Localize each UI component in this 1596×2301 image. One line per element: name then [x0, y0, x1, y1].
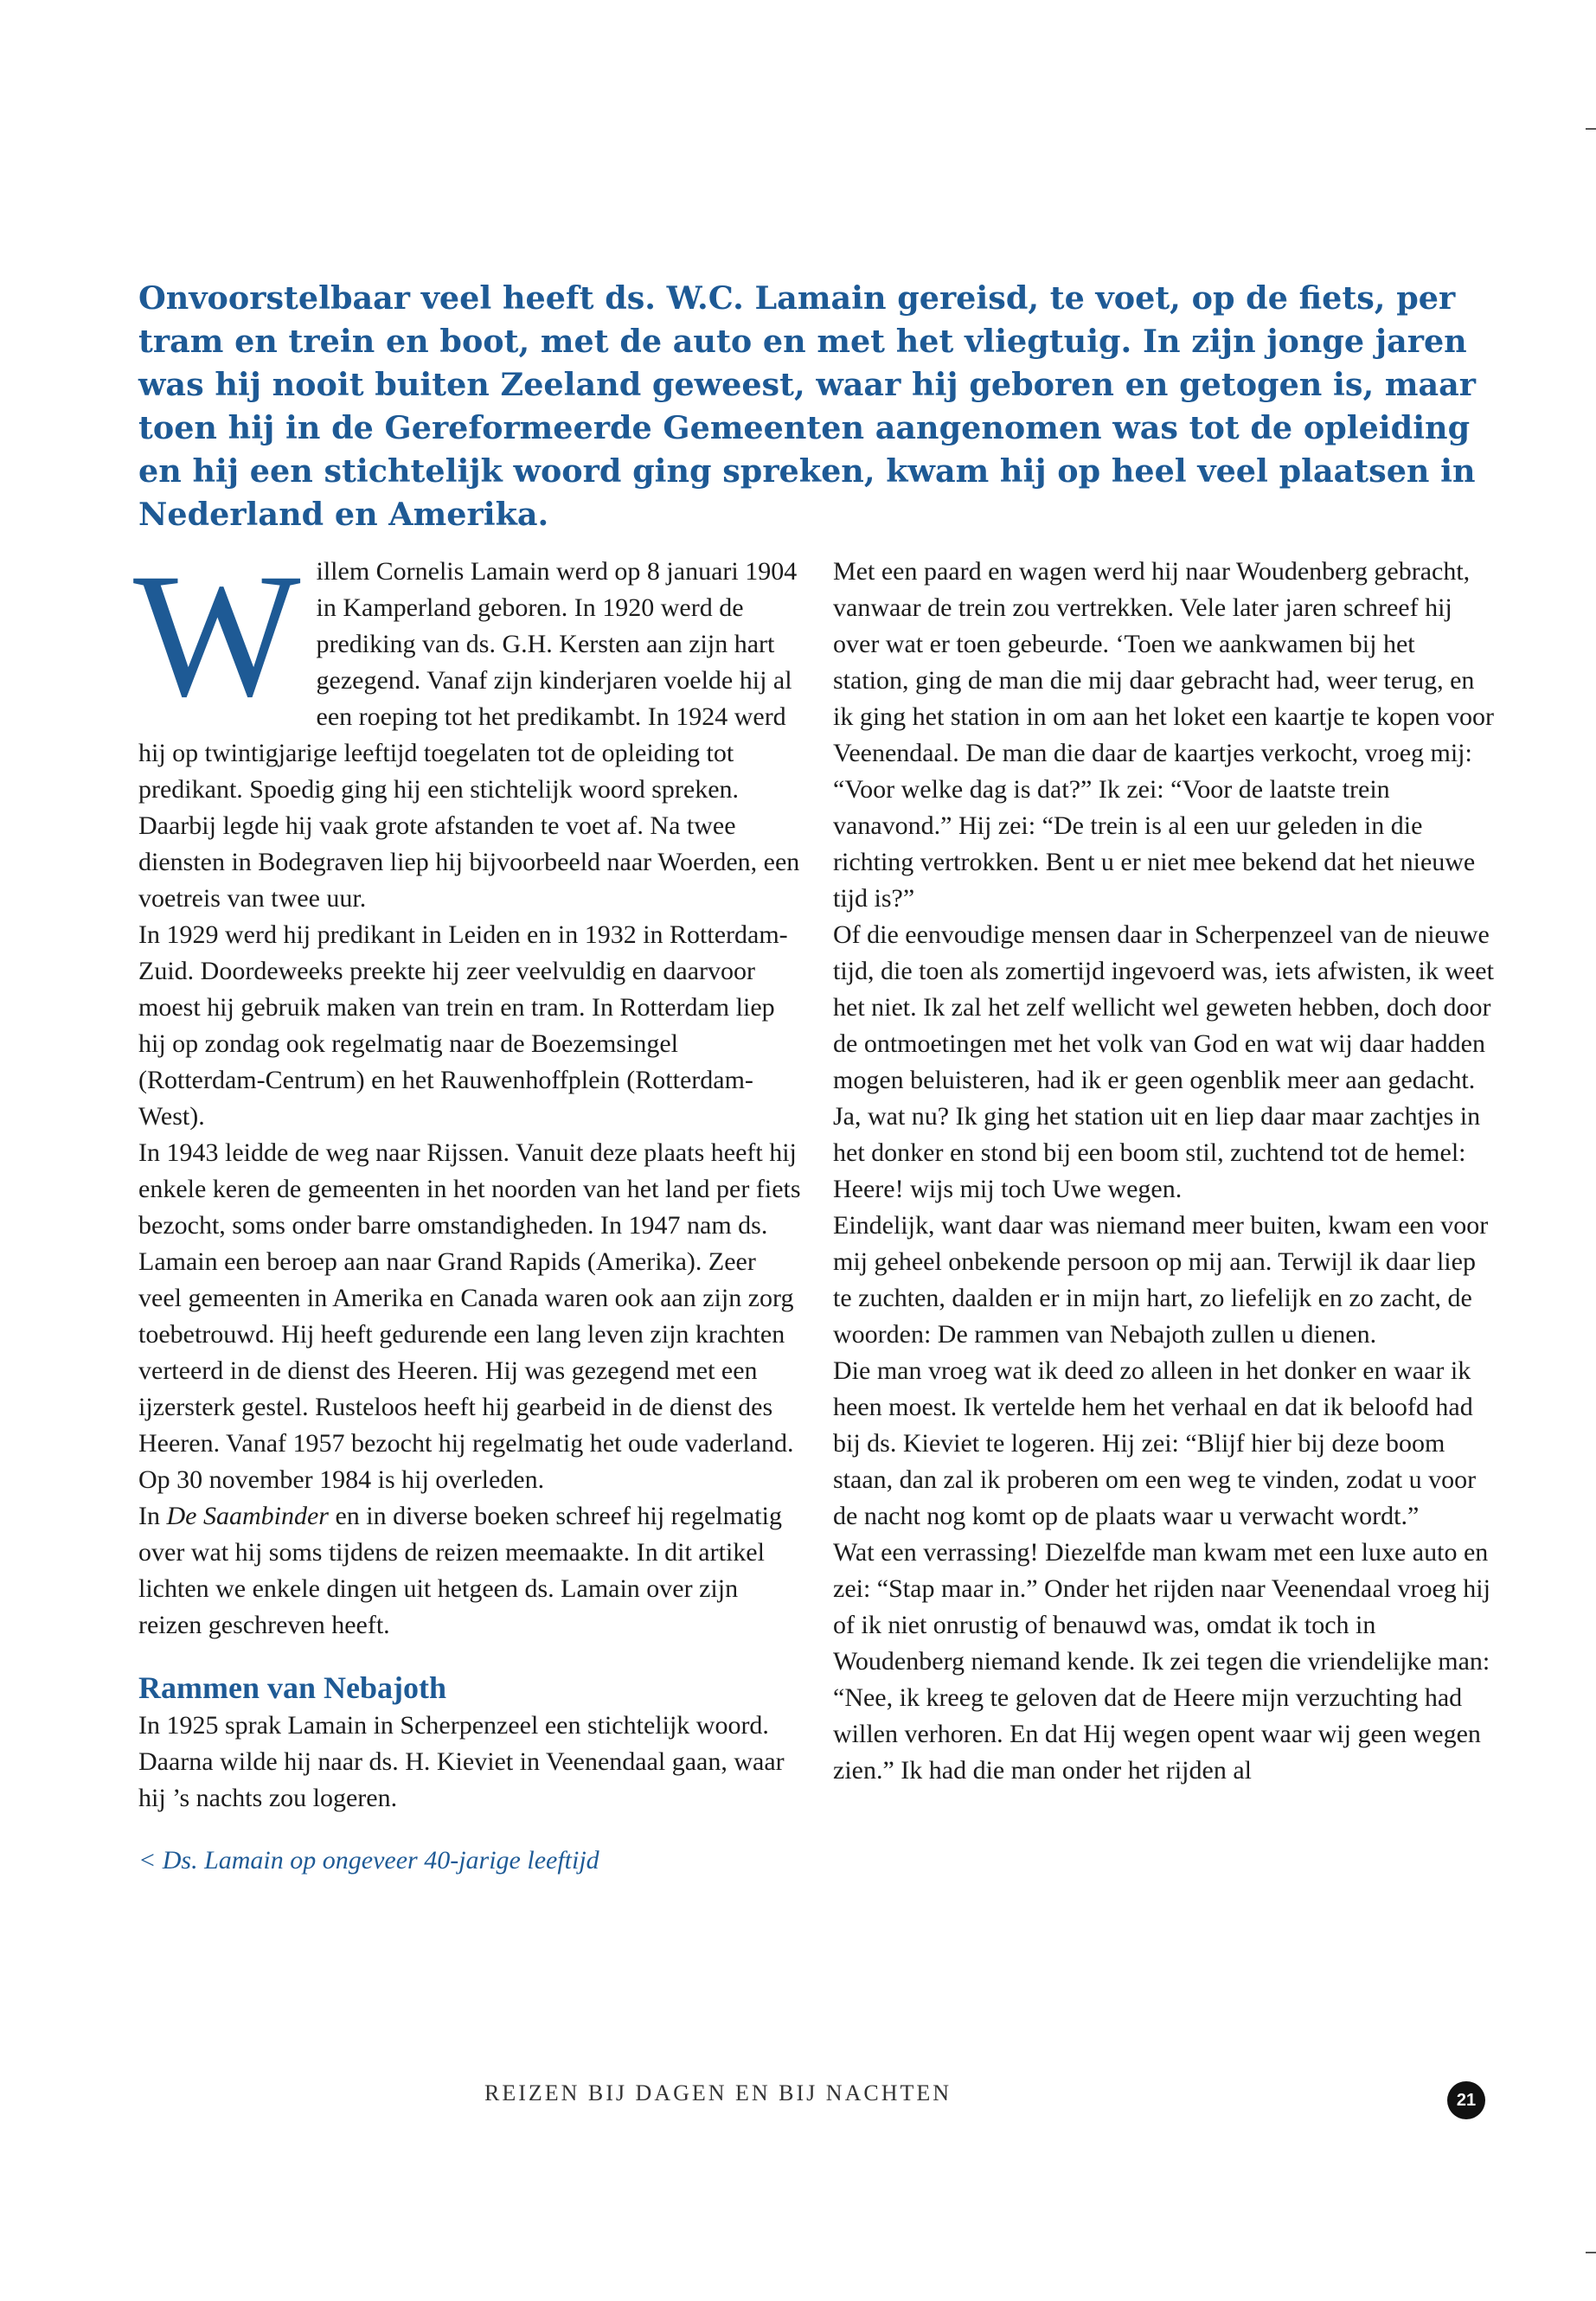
- publication-title: De Saambinder: [166, 1502, 329, 1530]
- body-paragraph: [138, 1498, 804, 1644]
- text-run: In: [138, 1502, 167, 1530]
- body-paragraph: illem Cornelis Lamain werd op 8 januari 1904 in Kamperland geboren. In 1920 werd de prediking van ds. G.H. Kersten aan zijn hart gezegend. Vanaf zijn kinderjaren voelde hij al een roeping tot het predikambt. In 1924 werd hij op twintigjarige leeftijd toegelaten tot de opleiding tot predikant. Spoedig ging hij een stichtelijk woord spreken. Daarbij legde hij vaak grote afstanden te voet af. Na twee diensten in Bodegraven liep hij bijvoorbeeld naar Woerden, een voetreis van twee uur.: [138, 557, 800, 913]
- intro-paragraph: Onvoorstelbaar veel heeft ds. W.C. Lamain gereisd, te voet, op de fiets, per tram en trein en boot, met de auto en met het vliegtuig. In zijn jonge jaren was hij nooit buiten Zeeland geweest, waar hij geboren en getogen is, maar toen hij in de Gereformeerde Gemeenten aangenomen was tot de opleiding en hij een stichtelijk woord ging spreken, kwam hij op heel veel plaatsen in Nederland en Amerika.: [138, 279, 1477, 533]
- drop-cap: W: [133, 537, 301, 734]
- text-run: en in diverse boeken schreef hij regelmatig over wat hij soms tijdens de reizen meemaakte. In dit artikel lichten we enkele dingen uit hetgeen ds. Lamain over zijn reizen geschreven heeft.: [138, 1502, 782, 1639]
- crop-mark-top: [1586, 128, 1596, 130]
- body-paragraph: In 1943 leidde de weg naar Rijssen. Vanuit deze plaats heeft hij enkele keren de gemeenten in het noorden van het land per fiets bezocht, soms onder barre omstandigheden. In 1947 nam ds. Lamain een beroep aan naar Grand Rapids (Amerika). Zeer veel gemeenten in Amerika en Canada waren ook aan zijn zorg toebetrouwd. Hij heeft gedurende een lang leven zijn krachten verteerd in de dienst des Heeren. Hij was gezegend met een ijzersterk gestel. Rusteloos heeft hij gearbeid in de dienst des Heeren. Vanaf 1957 bezocht hij regelmatig het oude vaderland. Op 30 november 1984 is hij overleden.: [138, 1138, 801, 1494]
- running-footer: REIZEN BIJ DAGEN EN BIJ NACHTEN: [484, 2080, 952, 2106]
- photo-caption: < Ds. Lamain op ongeveer 40-jarige leeftijd: [138, 1846, 599, 1875]
- page-number-badge: 21: [1447, 2081, 1485, 2119]
- crop-mark-bottom: [1586, 2252, 1596, 2253]
- left-column: [133, 537, 804, 1879]
- body-paragraph: Die man vroeg wat ik deed zo alleen in het donker en waar ik heen moest. Ik vertelde hem het verhaal en dat ik beloofd had bij ds. Kieviet te logeren. Hij zei: “Blijf hier bij deze boom staan, dan zal ik proberen om een weg te vinden, zodat u voor de nacht nog komt op de plaats waar u verwacht wordt.”: [833, 1356, 1477, 1530]
- body-paragraph: In 1929 werd hij predikant in Leiden en in 1932 in Rotterdam-Zuid. Doordeweeks preekte hij zeer veelvuldig en daarvoor moest hij gebruik maken van trein en tram. In Rotterdam liep hij op zondag ook regelmatig naar de Boezemsingel (Rotterdam-Centrum) en het Rauwenhoffplein (Rotterdam-West).: [138, 920, 788, 1131]
- body-paragraph: In 1925 sprak Lamain in Scherpenzeel een stichtelijk woord. Daarna wilde hij naar ds. H. Kieviet in Veenendaal gaan, waar hij ’s nachts zou logeren.: [138, 1711, 785, 1812]
- right-column: [833, 554, 1494, 1789]
- body-paragraph: Met een paard en wagen werd hij naar Woudenberg gebracht, vanwaar de trein zou vertrekken. Vele later jaren schreef hij over wat er toen gebeurde. ‘Toen we aankwamen bij het station, ging de man die mij daar gebracht had, weer terug, en ik ging het station in om aan het loket een kaartje te kopen voor Veenendaal. De man die daar de kaartjes verkocht, vroeg mij: “Voor welke dag is dat?” Ik zei: “Voor de laatste trein vanavond.” Hij zei: “De trein is al een uur geleden in die richting vertrokken. Bent u er niet mee bekend dat het nieuwe tijd is?”: [833, 557, 1494, 913]
- section-heading: Rammen van Nebajoth: [138, 1670, 446, 1705]
- body-paragraph: Wat een verrassing! Diezelfde man kwam met een luxe auto en zei: “Stap maar in.” Onder het rijden naar Veenendaal vroeg hij of ik niet onrustig of benauwd was, omdat ik toch in Woudenberg niemand kende. Ik zei tegen die vriendelijke man: “Nee, ik kreeg te geloven dat de Heere mijn verzuchting had willen verhoren. En dat Hij wegen opent waar wij geen wegen zien.” Ik had die man onder het rijden al: [833, 1538, 1490, 1785]
- body-paragraph: Of die eenvoudige mensen daar in Scherpenzeel van de nieuwe tijd, die toen als zomertijd ingevoerd was, iets afwisten, ik weet het niet. Ik zal het zelf wellicht wel geweten hebben, doch door de ontmoetingen met het volk van God en wat wij daar hadden mogen beluisteren, had ik er geen ogenblik meer aan gedacht. Ja, wat nu? Ik ging het station uit en liep daar maar zachtjes in het donker en stond bij een boom stil, zuchtend tot de hemel: Heere! wijs mij toch Uwe wegen.: [833, 920, 1494, 1203]
- body-paragraph: Eindelijk, want daar was niemand meer buiten, kwam een voor mij geheel onbekende persoon op mij aan. Terwijl ik daar liep te zuchten, daalden er in mijn hart, zo liefelijk en zo zacht, de woorden: De rammen van Nebajoth zullen u dienen.: [833, 1211, 1489, 1349]
